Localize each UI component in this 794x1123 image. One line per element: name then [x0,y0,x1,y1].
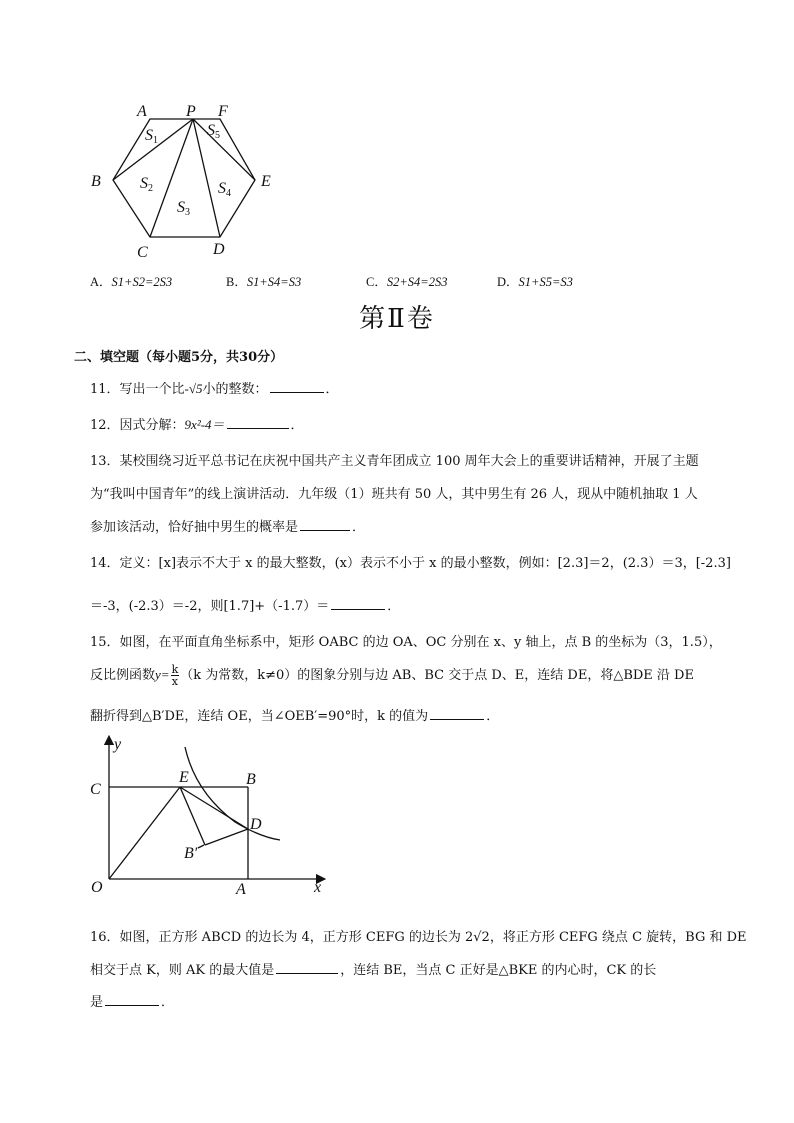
segment-oe [109,787,180,879]
label-e: E [261,173,271,190]
question-15-line-3: 翻折得到△B′DE，连结 OE，当∠OEB′=90°时，k 的值为 ． [90,705,499,727]
question-14-line-1: 14．定义：[x]表示不大于 x 的最大整数，(x）表示不小于 x 的最小整数，例如：[2.3]＝2，(2.3）＝3，[-2.3] [90,556,731,571]
label-y: y [114,736,122,753]
option-d: D．S1+S5=S3 [497,275,573,289]
region-s5: S5 [207,122,220,141]
question-11: 11．写出一个比-√5小的整数： ． [90,378,339,400]
question-13-line-3: 参加该活动，恰好抽中男生的概率是 ． [90,516,365,538]
question-13-line-1: 13．某校围绕习近平总书记在庆祝中国共产主义青年团成立 100 周年大会上的重要讲话精神，开展了主题 [90,454,699,469]
fraction-k-over-x: $\frac{k}{x}$ [171,663,179,688]
section-heading: 二、填空题（每小题5分，共30分） [74,350,284,365]
question-15-line-2: 反比例函数y= $\frac{k}{x}$ （k 为常数，k≠0）的图象分别与边 AB、BC 交于点 D、E，连结 DE，将△BDE 沿 DE [90,663,694,688]
segment-b-prime-d [205,829,248,845]
region-s1: S1 [145,127,158,146]
option-b: B．S1+S4=S3 [226,275,302,289]
volume-title: 第Ⅱ卷 [359,304,435,334]
label-p: P [186,103,196,120]
label-b: B [91,173,101,190]
answer-blank[interactable] [276,959,338,974]
label-c: C [90,781,101,798]
label-e: E [179,769,189,786]
question-12: 12．因式分解：9x²-4＝ ． [90,414,304,436]
question-16-line-2: 相交于点 K，则 AK 的最大值是 ，连结 BE，当点 C 正好是△BKE 的内心时，CK 的长 [90,959,656,981]
answer-blank[interactable] [270,378,324,393]
region-s3: S3 [177,199,190,218]
question-16-line-1: 16．如图，正方形 ABCD 的边长为 4，正方形 CEFG 的边长为 2√2，将正方形 CEFG 绕点 C 旋转，BG 和 DE [90,930,747,945]
coordinate-figure [85,732,335,897]
region-s2: S2 [140,175,153,194]
region-s4: S4 [218,180,231,199]
option-a: A．S1+S2=2S3 [90,275,173,289]
answer-blank[interactable] [430,705,484,720]
answer-blank[interactable] [300,516,350,531]
answer-blank[interactable] [331,595,385,610]
label-c: C [137,244,148,261]
label-a: A [236,881,246,897]
label-d: D [250,816,262,833]
label-b: B [246,771,256,788]
question-14-line-2: ＝-3，(-2.3）＝-2，则[1.7]+（-1.7）＝ ． [90,595,400,617]
answer-blank[interactable] [105,991,159,1006]
question-13-line-2: 为“我叫中国青年”的线上演讲活动．九年级（1）班共有 50 人，其中男生有 26 人，现从中随机抽取 1 人 [90,487,698,502]
answer-blank[interactable] [227,414,289,429]
segment-ed [180,787,248,829]
label-b-prime: B′ [184,845,198,862]
segment-pe [193,119,255,180]
right-angle-mark [198,845,204,848]
question-16-line-3: 是 ． [90,991,174,1013]
question-15-line-1: 15．如图，在平面直角坐标系中，矩形 OABC 的边 OA、OC 分别在 x、y 轴上，点 B 的坐标为（3，1.5）， [90,635,722,650]
label-x: x [314,879,322,896]
label-f: F [218,103,228,120]
label-d: D [213,241,225,258]
hyperbola-curve [185,747,280,840]
hexagon-figure [85,98,285,263]
label-o: O [91,879,103,896]
segment-eb-prime [180,787,205,845]
hexagon-outline [113,119,255,237]
option-c: C．S2+S4=2S3 [366,275,448,289]
segment-pb [113,119,193,180]
label-a: A [137,103,147,120]
